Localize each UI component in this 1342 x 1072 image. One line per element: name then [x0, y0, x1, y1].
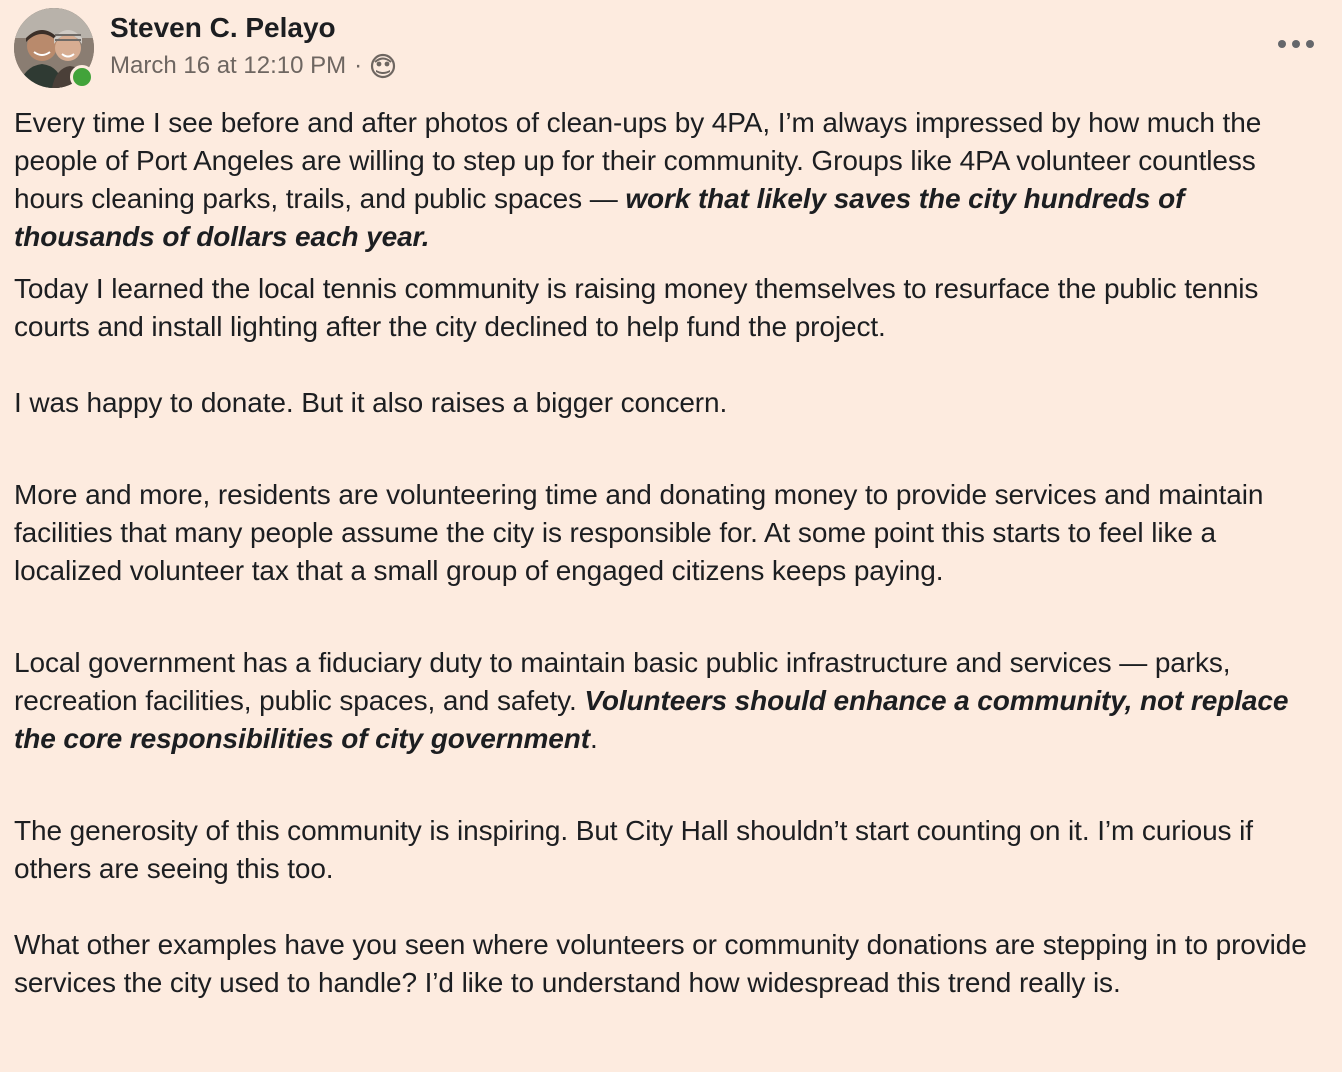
author-name[interactable]: Steven C. Pelayo [110, 12, 336, 43]
friends-audience-icon[interactable] [370, 53, 396, 79]
online-status-dot [70, 65, 94, 89]
paragraph-text: I was happy to donate. But it also raises a bigger concern. [14, 387, 728, 418]
paragraph-text: What other examples have you seen where volunteers or community donations are stepping in to provide services the city used to handle? I’d like to understand how widespread this trend really is. [14, 929, 1307, 998]
post-body [14, 104, 1330, 1002]
paragraph-text: Today I learned the local tennis community is raising money themselves to resurface the public tennis courts and install lighting after the city declined to help fund the project. [14, 273, 1259, 342]
post-header [14, 8, 1324, 90]
post-timestamp[interactable]: March 16 at 12:10 PM [110, 52, 347, 79]
paragraph-text: Every time I see before and after photos of clean-ups by 4PA, I’m always impressed by how much the people of Port Angeles are willing to step up for their community. Groups like 4PA volunteer countless hours cleaning parks, trails, and public spaces — [14, 107, 1262, 214]
paragraph-spacer [14, 256, 1330, 270]
paragraph-spacer [14, 888, 1330, 926]
more-options-icon-dot [1292, 40, 1300, 48]
more-options-icon-dot [1306, 40, 1314, 48]
paragraph-tail: . [589, 723, 598, 754]
more-options-icon [1278, 40, 1286, 48]
paragraph-text: Local government has a fiduciary duty to maintain basic public infrastructure and services — parks, recreation facilities, public spaces, and safety. [14, 647, 1231, 716]
paragraph-emphasis: work that likely saves the city hundreds of thousands of dollars each year. [14, 183, 1185, 252]
paragraph-spacer [14, 590, 1330, 644]
paragraph-spacer [14, 422, 1330, 476]
meta-separator: · [354, 52, 363, 79]
post-meta [110, 52, 396, 80]
paragraph-spacer [14, 758, 1330, 812]
paragraph-text: More and more, residents are volunteering time and donating money to provide services and maintain facilities that many people assume the city is responsible for. At some point this starts to feel like a localized volunteer tax that a small group of engaged citizens keeps paying. [14, 479, 1264, 586]
post-paragraph-4 [14, 476, 1330, 590]
post-paragraph-2 [14, 270, 1330, 346]
post-paragraph-6 [14, 812, 1330, 888]
post-paragraph-3 [14, 384, 1330, 422]
paragraph-spacer [14, 346, 1330, 384]
post-paragraph-5 [14, 644, 1330, 758]
more-options-button[interactable] [1274, 28, 1318, 60]
paragraph-text: The generosity of this community is inspiring. But City Hall shouldn’t start counting on it. I’m curious if others are seeing this too. [14, 815, 1253, 884]
post-paragraph-1 [14, 104, 1330, 256]
post-paragraph-7 [14, 926, 1330, 1002]
paragraph-emphasis: Volunteers should enhance a community, not replace the core responsibilities of city government [14, 685, 1289, 754]
